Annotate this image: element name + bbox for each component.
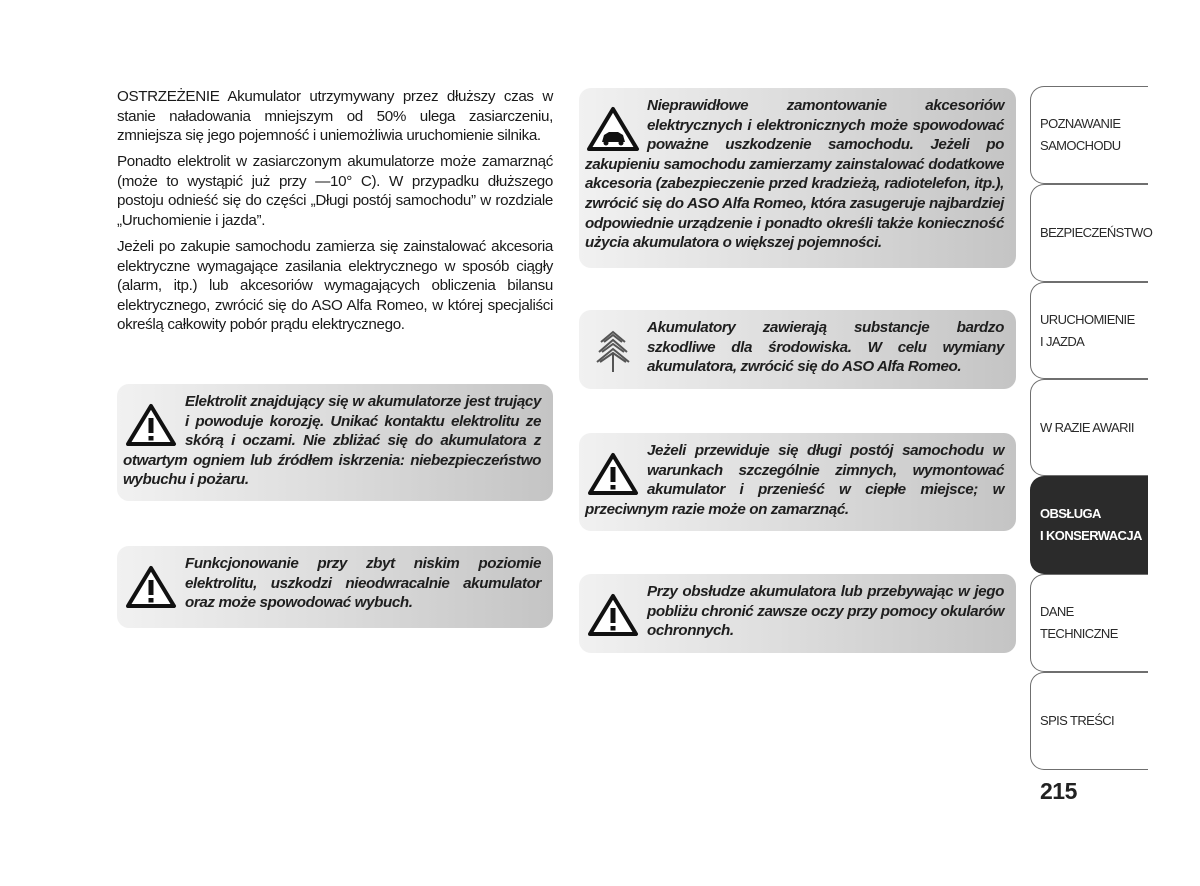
tab-label: BEZPIECZEŃSTWO <box>1040 225 1153 240</box>
tab-label: URUCHOMIENIE I JAZDA <box>1040 311 1135 349</box>
tab-label: POZNAWANIE SAMOCHODU <box>1040 116 1121 153</box>
warning-text-low-level: Funkcjonowanie przy zbyt niskim poziomie elektrolitu, uszkodzi nieodwracalnie akumulator oraz może spowodować wybuch. <box>185 555 541 612</box>
tab-poznawanie-samochodu[interactable] <box>1030 86 1148 184</box>
note-text-cold-storage: Jeżeli przewiduje się długi postój samochodu w warunkach szczególnie zimnych, wymontować akumulator i przenieść w ciepłe miejsce; w przeciwnym razie może on zamarznąć. <box>585 442 1004 518</box>
car-warning-icon <box>585 104 641 154</box>
warning-box-low-level <box>117 546 553 628</box>
tab-bezpieczenstwo[interactable] <box>1030 184 1153 282</box>
note-text-environment: Akumulatory zawierają substancje bardzo szkodliwe dla środowiska. W celu wymiany akumulatora, zwrócić się do ASO Alfa Romeo. <box>647 319 1004 376</box>
warning-triangle-icon <box>585 590 641 640</box>
warning-triangle-icon <box>123 562 179 612</box>
tab-label: SPIS TREŚCI <box>1040 713 1115 728</box>
tab-w-razie-awarii[interactable] <box>1030 379 1148 476</box>
tab-spis-tresci[interactable] <box>1030 672 1148 770</box>
note-box-accessories <box>579 88 1016 268</box>
tab-dane-techniczne[interactable] <box>1030 574 1148 672</box>
environment-tree-icon <box>585 326 641 376</box>
warning-triangle-icon <box>123 400 179 450</box>
tab-label: DANE TECHNICZNE <box>1040 604 1118 641</box>
tab-label: OBSŁUGA I KONSERWACJA <box>1040 506 1142 543</box>
warning-box-electrolyte <box>117 384 553 501</box>
warning-triangle-icon <box>585 449 641 499</box>
note-text-accessories: Nieprawidłowe zamontowanie akcesoriów elektrycznych i elektronicznych może spowodować poważne uszkodzenie samochodu. Jeżeli po zakupieniu samochodu zamierzamy zainstalować dodatkowe akcesoria (zabezpieczenie przed kradzieżą, radiotelefon, itp.), zwrócić się do ASO Alfa Romeo, która zasugeruje najbardziej odpowiednie urządzenie i ponadto określi także konieczność użycia akumulatora o większej pojemności. <box>585 97 1004 252</box>
paragraph-accessories: Jeżeli po zakupie samochodu zamierza się zainstalować akcesoria elektryczne wymagające zasilania elektrycznego w sposób ciągły (alarm, itp.) lub akcesoriów wymagających obliczenia bilansu elektrycznego, zwrócić się do ASO Alfa Romeo, w której specjaliści określą całkowity pobór prądu elektrycznego. <box>117 238 553 333</box>
note-box-cold-storage <box>579 433 1016 531</box>
tab-uruchomienie-i-jazda[interactable] <box>1030 282 1148 379</box>
paragraph-warning-sulfation: OSTRZEŻENIE Akumulator utrzymywany przez dłuższy czas w stanie naładowania mniejszym od 50% ulega zasiarczeniu, zmniejsza się jego pojemność i uniemożliwia uruchomienie silnika. <box>117 88 553 144</box>
page-number: 215 <box>1040 778 1077 804</box>
note-box-environment <box>579 310 1016 389</box>
warning-text-electrolyte: Elektrolit znajdujący się w akumulatorze jest trujący i powoduje korozję. Unikać kontaktu elektrolitu ze skórą i oczami. Nie zbliżać się do akumulatora z otwartym ogniem lub źródłem iskrzenia: niebezpieczeństwo wybuchu i pożaru. <box>123 393 541 489</box>
note-text-eye-protection: Przy obsłudze akumulatora lub przebywając w jego pobliżu chronić zawsze oczy przy pomocy okularów ochronnych. <box>647 583 1004 640</box>
note-box-eye-protection <box>579 574 1016 653</box>
paragraph-electrolyte-freeze: Ponadto elektrolit w zasiarczonym akumulatorze może zamarznąć (może to wystąpić już przy —10° C). W przypadku dłuższego postoju odnieść się do części „Długi postój samochodu” w rozdziale „Uruchomienie i jazda”. <box>117 153 553 229</box>
tab-label: W RAZIE AWARII <box>1040 419 1134 435</box>
tab-obsluga-i-konserwacja[interactable] <box>1030 476 1148 574</box>
